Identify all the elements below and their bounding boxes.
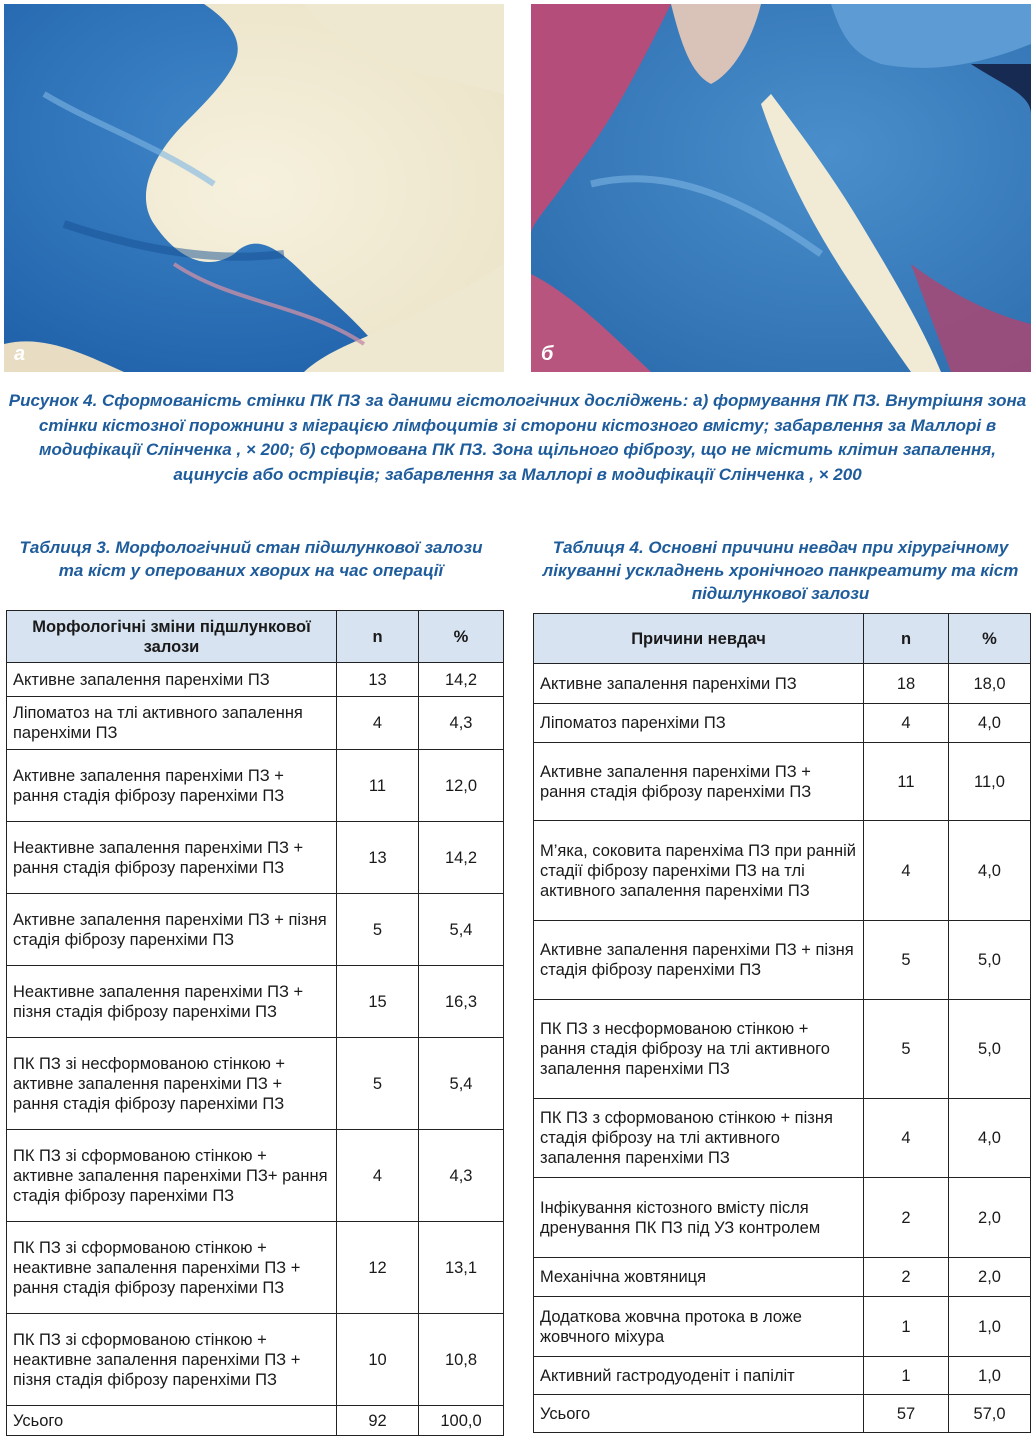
row-percent: 1,0 (949, 1357, 1031, 1395)
table-row (7, 663, 504, 697)
table-row (534, 1099, 1031, 1178)
row-percent: 5,0 (949, 1000, 1031, 1099)
row-percent: 13,1 (419, 1222, 504, 1314)
row-percent: 12,0 (419, 750, 504, 822)
column-header-causes: Причини невдач (534, 614, 864, 664)
table-row (534, 704, 1031, 743)
table-row (7, 697, 504, 750)
table-total-row (7, 1406, 504, 1436)
table-row (7, 894, 504, 966)
row-percent: 4,0 (949, 821, 1031, 921)
row-label: Активне запалення паренхіми ПЗ (534, 664, 864, 704)
table-row (534, 1000, 1031, 1099)
row-percent: 16,3 (419, 966, 504, 1038)
row-percent: 2,0 (949, 1258, 1031, 1297)
histology-photo-b (531, 4, 1031, 372)
table-row (534, 1178, 1031, 1258)
total-label: Усього (534, 1395, 864, 1433)
table-row (7, 1130, 504, 1222)
row-n: 4 (337, 697, 419, 750)
row-percent: 5,4 (419, 894, 504, 966)
table-row (534, 921, 1031, 1000)
row-label: Додаткова жовчна протока в ложе жовчного міхура (534, 1297, 864, 1357)
table-row (534, 1258, 1031, 1297)
row-n: 11 (864, 743, 949, 821)
table-header-row (7, 611, 504, 663)
row-percent: 4,0 (949, 704, 1031, 743)
table-row (7, 822, 504, 894)
row-percent: 5,0 (949, 921, 1031, 1000)
row-percent: 11,0 (949, 743, 1031, 821)
row-percent: 4,0 (949, 1099, 1031, 1178)
row-label: ПК ПЗ зі сформованою стінкою + неактивне запалення паренхіми ПЗ + пізня стадія фіброзу паренхіми ПЗ (7, 1314, 337, 1406)
row-label: Активне запалення паренхіми ПЗ (7, 663, 337, 697)
row-n: 1 (864, 1357, 949, 1395)
row-percent: 5,4 (419, 1038, 504, 1130)
table-total-row (534, 1395, 1031, 1433)
row-label: ПК ПЗ з несформованою стінкою + рання стадія фіброзу на тлі активного запалення паренхіми ПЗ (534, 1000, 864, 1099)
row-label: Інфікування кістозного вмісту після дренування ПК ПЗ під УЗ контролем (534, 1178, 864, 1258)
row-label: Активне запалення паренхіми ПЗ + рання стадія фіброзу паренхіми ПЗ (534, 743, 864, 821)
row-label: ПК ПЗ зі сформованою стінкою + неактивне запалення паренхіми ПЗ + рання стадія фіброзу паренхіми ПЗ (7, 1222, 337, 1314)
table-row (534, 1297, 1031, 1357)
photo-label-a: а (14, 343, 26, 365)
row-n: 4 (864, 1099, 949, 1178)
row-n: 15 (337, 966, 419, 1038)
column-header-percent: % (419, 611, 504, 663)
row-label: Ліпоматоз на тлі активного запалення паренхіми ПЗ (7, 697, 337, 750)
row-label: Активне запалення паренхіми ПЗ + рання стадія фіброзу паренхіми ПЗ (7, 750, 337, 822)
row-n: 13 (337, 822, 419, 894)
table3-caption: Таблиця 3. Морфологічний стан підшлункової залози та кіст у оперованих хворих на час операції (19, 538, 483, 580)
row-label: Активне запалення паренхіми ПЗ + пізня стадія фіброзу паренхіми ПЗ (7, 894, 337, 966)
table-row (534, 1357, 1031, 1395)
table-row (534, 743, 1031, 821)
total-percent: 100,0 (419, 1406, 504, 1436)
row-percent: 18,0 (949, 664, 1031, 704)
photo-label-b: б (541, 343, 554, 365)
row-n: 4 (864, 704, 949, 743)
row-n: 13 (337, 663, 419, 697)
row-n: 10 (337, 1314, 419, 1406)
row-n: 4 (337, 1130, 419, 1222)
row-label: ПК ПЗ з сформованою стінкою + пізня стадія фіброзу на тлі активного запалення паренхіми ПЗ (534, 1099, 864, 1178)
column-header-changes: Морфологічні зміни підшлункової залози (7, 611, 337, 663)
row-label: ПК ПЗ зі несформованою стінкою + активне запалення паренхіми ПЗ + рання стадія фіброзу паренхіми ПЗ (7, 1038, 337, 1130)
total-percent: 57,0 (949, 1395, 1031, 1433)
row-n: 5 (337, 1038, 419, 1130)
row-n: 18 (864, 664, 949, 704)
row-n: 2 (864, 1178, 949, 1258)
histology-photo-a (4, 4, 504, 372)
row-label: Ліпоматоз паренхіми ПЗ (534, 704, 864, 743)
row-n: 1 (864, 1297, 949, 1357)
table-row (7, 750, 504, 822)
table3 (6, 610, 504, 1436)
row-percent: 10,8 (419, 1314, 504, 1406)
table-row (534, 664, 1031, 704)
table-header-row (534, 614, 1031, 664)
row-n: 5 (864, 1000, 949, 1099)
total-n: 57 (864, 1395, 949, 1433)
table-row (534, 821, 1031, 921)
table-row (7, 1314, 504, 1406)
total-n: 92 (337, 1406, 419, 1436)
table-row (7, 1222, 504, 1314)
table-row (7, 966, 504, 1038)
column-header-percent: % (949, 614, 1031, 664)
table-row (7, 1038, 504, 1130)
row-percent: 4,3 (419, 1130, 504, 1222)
row-label: Неактивне запалення паренхіми ПЗ + пізня стадія фіброзу паренхіми ПЗ (7, 966, 337, 1038)
row-percent: 14,2 (419, 822, 504, 894)
row-label: Неактивне запалення паренхіми ПЗ + рання стадія фіброзу паренхіми ПЗ (7, 822, 337, 894)
table4 (533, 613, 1031, 1433)
row-percent: 14,2 (419, 663, 504, 697)
row-percent: 1,0 (949, 1297, 1031, 1357)
table4-caption: Таблиця 4. Основні причини невдач при хірургічному лікуванні ускладнень хронічного панкреатиту та кіст підшлункової залози (542, 538, 1019, 603)
column-header-n: n (864, 614, 949, 664)
row-n: 11 (337, 750, 419, 822)
histology-image-a (4, 4, 504, 372)
row-label: Активний гастродуоденіт і папіліт (534, 1357, 864, 1395)
column-header-n: n (337, 611, 419, 663)
row-n: 5 (864, 921, 949, 1000)
row-label: Механічна жовтяниця (534, 1258, 864, 1297)
row-label: ПК ПЗ зі сформованою стінкою + активне запалення паренхіми ПЗ+ рання стадія фіброзу паренхіми ПЗ (7, 1130, 337, 1222)
row-n: 4 (864, 821, 949, 921)
row-n: 2 (864, 1258, 949, 1297)
histology-image-b (531, 4, 1031, 372)
row-label: М’яка, соковита паренхіма ПЗ при ранній стадії фіброзу паренхіми ПЗ на тлі активного запалення паренхіми ПЗ (534, 821, 864, 921)
row-n: 5 (337, 894, 419, 966)
row-label: Активне запалення паренхіми ПЗ + пізня стадія фіброзу паренхіми ПЗ (534, 921, 864, 1000)
total-label: Усього (7, 1406, 337, 1436)
row-percent: 4,3 (419, 697, 504, 750)
row-n: 12 (337, 1222, 419, 1314)
figure-caption: Рисунок 4. Сформованість стінки ПК ПЗ за даними гістологічних досліджень: а) формування ПК ПЗ. Внутрішня зона стінки кістозної порожнини з міграцією лімфоцитів зі сторони кістозного вмісту; забарвлення за Маллорі в модифікації Слінченка , × 200; б) сформована ПК ПЗ. Зона щільного фіброзу, що не містить клітин запалення, ацинусів або острівців; забарвлення за Маллорі в модифікації Слінченка , × 200 (8, 391, 1027, 484)
row-percent: 2,0 (949, 1178, 1031, 1258)
